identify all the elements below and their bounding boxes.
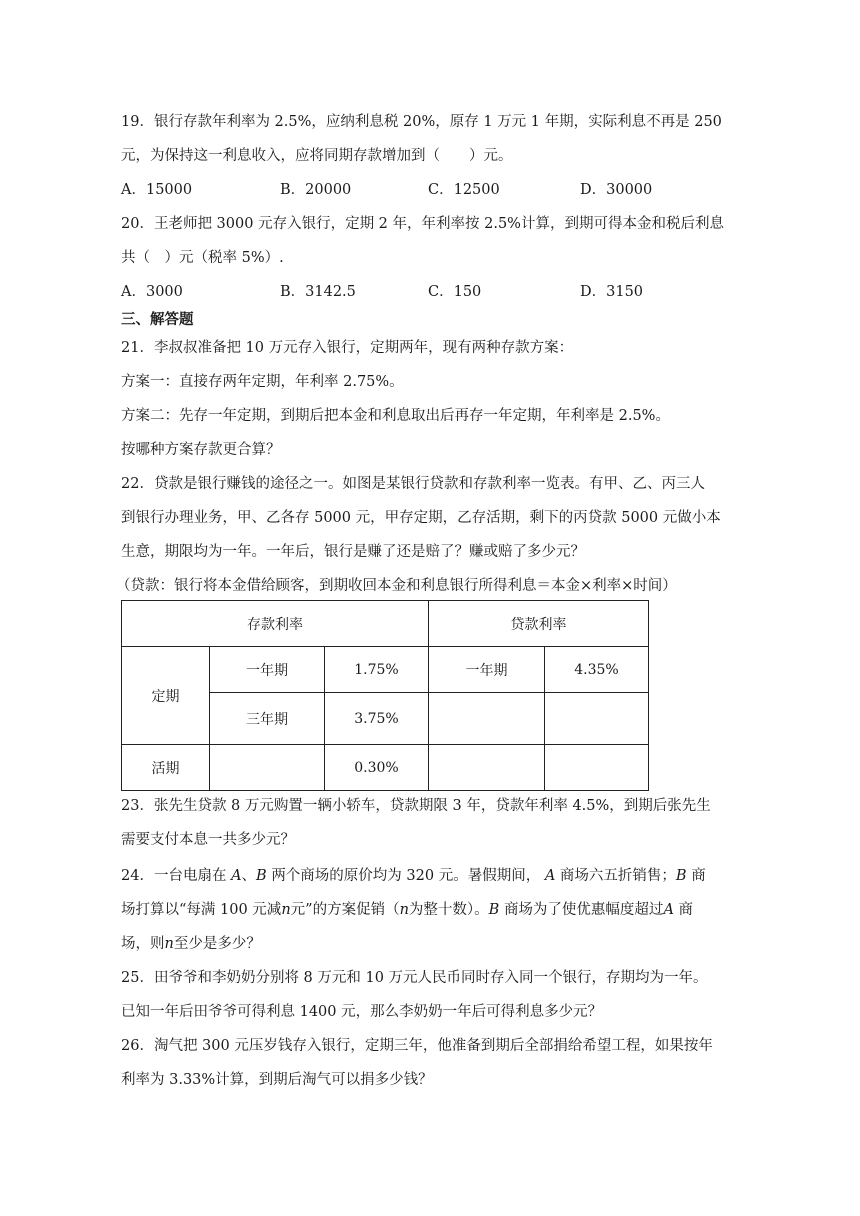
fixed-term-label: 定期 (122, 647, 210, 745)
q20-option-d: D．3150 (580, 284, 644, 300)
q22-line-3: 生意，期限均为一年。一年后，银行是赚了还是赔了？赚或赔了多少元？ (121, 544, 585, 560)
three-year-label: 三年期 (210, 693, 325, 745)
q25-line-1: 25．田爷爷和李奶奶分别将 8 万元和 10 万元人民币同时存入同一个银行，存期均为一年。 (121, 970, 708, 986)
one-year-label: 一年期 (210, 647, 325, 693)
section-title: 三、解答题 (121, 311, 194, 328)
var-b: B (256, 868, 267, 884)
empty-cell (429, 745, 545, 791)
var-n: n (399, 902, 409, 918)
deposit-three-year-rate: 3.75% (325, 693, 429, 745)
var-a: A (231, 868, 242, 884)
var-n: n (281, 902, 291, 918)
q21-line-4: 按哪种方案存款更合算？ (121, 442, 281, 458)
q25-line-2: 已知一年后田爷爷可得利息 1400 元，那么李奶奶一年后可得利息多少元？ (121, 1004, 603, 1020)
q20-line-2: 共（ ）元（税率 5%）. (121, 250, 284, 266)
q21-line-3: 方案二：先存一年定期，到期后把本金和利息取出后再存一年定期，年利率是 2.5%。 (121, 408, 670, 424)
q22-line-2: 到银行办理业务，甲、乙各存 5000 元，甲存定期，乙存活期，剩下的丙贷款 5000 元做小本 (121, 510, 721, 526)
empty-cell (545, 745, 649, 791)
interest-rate-table (121, 600, 649, 791)
q19-line-1: 19．银行存款年利率为 2.5%，应纳利息税 20%，原存 1 万元 1 年期，实际利息不再是 250 (121, 114, 722, 130)
var-b: B (488, 902, 500, 918)
empty-cell (545, 693, 649, 745)
q23-line-1: 23．张先生贷款 8 万元购置一辆小轿车，贷款期限 3 年，贷款年利率 4.5%，到期后张先生 (121, 798, 711, 814)
q19-option-d: D．30000 (580, 182, 653, 198)
q24-line-3: 场，则n至少是多少？ (121, 936, 261, 952)
q20-option-a: A．3000 (121, 284, 183, 300)
q22-line-4: （贷款：银行将本金借给顾客，到期收回本金和利息银行所得利息＝本金×利率×时间） (116, 578, 677, 594)
q22-line-1: 22．贷款是银行赚钱的途径之一。如图是某银行贷款和存款利率一览表。有甲、乙、丙三人 (121, 476, 705, 492)
empty-cell (429, 693, 545, 745)
empty-cell (210, 745, 325, 791)
q23-line-2: 需要支付本息一共多少元？ (121, 832, 295, 848)
q24-line-1: 24．一台电扇在 A、B 两个商场的原价均为 320 元。暑假期间， A 商场六五折销售；B 商 (121, 868, 706, 884)
q20-option-c: C．150 (428, 284, 482, 300)
deposit-current-rate: 0.30% (325, 745, 429, 791)
q21-line-1: 21．李叔叔准备把 10 万元存入银行，定期两年，现有两种存款方案： (121, 340, 574, 356)
q20-option-b: B．3142.5 (280, 284, 356, 300)
loan-one-year-label: 一年期 (429, 647, 545, 693)
deposit-rate-header: 存款利率 (122, 601, 429, 647)
q20-line-1: 20．王老师把 3000 元存入银行，定期 2 年，年利率按 2.5%计算，到期可得本金和税后利息 (121, 216, 724, 232)
current-label: 活期 (122, 745, 210, 791)
loan-rate-header: 贷款利率 (429, 601, 649, 647)
q19-option-c: C．12500 (428, 182, 500, 198)
q24-line-2: 场打算以“每满 100 元减n元”的方案促销（n为整十数）。B 商场为了使优惠幅度超过A 商 (121, 902, 694, 918)
var-b: B (675, 868, 687, 884)
q19-line-2: 元，为保持这一利息收入，应将同期存款增加到（ ）元。 (121, 148, 513, 164)
var-a: A (544, 868, 556, 884)
q26-line-2: 利率为 3.33%计算，到期后淘气可以捐多少钱？ (121, 1072, 433, 1088)
deposit-one-year-rate: 1.75% (325, 647, 429, 693)
q26-line-1: 26．淘气把 300 元压岁钱存入银行，定期三年，他准备到期后全部捐给希望工程，如果按年 (121, 1038, 713, 1054)
q19-option-b: B．20000 (280, 182, 352, 198)
var-n: n (164, 936, 174, 952)
q19-option-a: A．15000 (121, 182, 193, 198)
loan-one-year-rate: 4.35% (545, 647, 649, 693)
var-a: A (663, 902, 674, 918)
q21-line-2: 方案一：直接存两年定期，年利率 2.75%。 (121, 374, 404, 390)
